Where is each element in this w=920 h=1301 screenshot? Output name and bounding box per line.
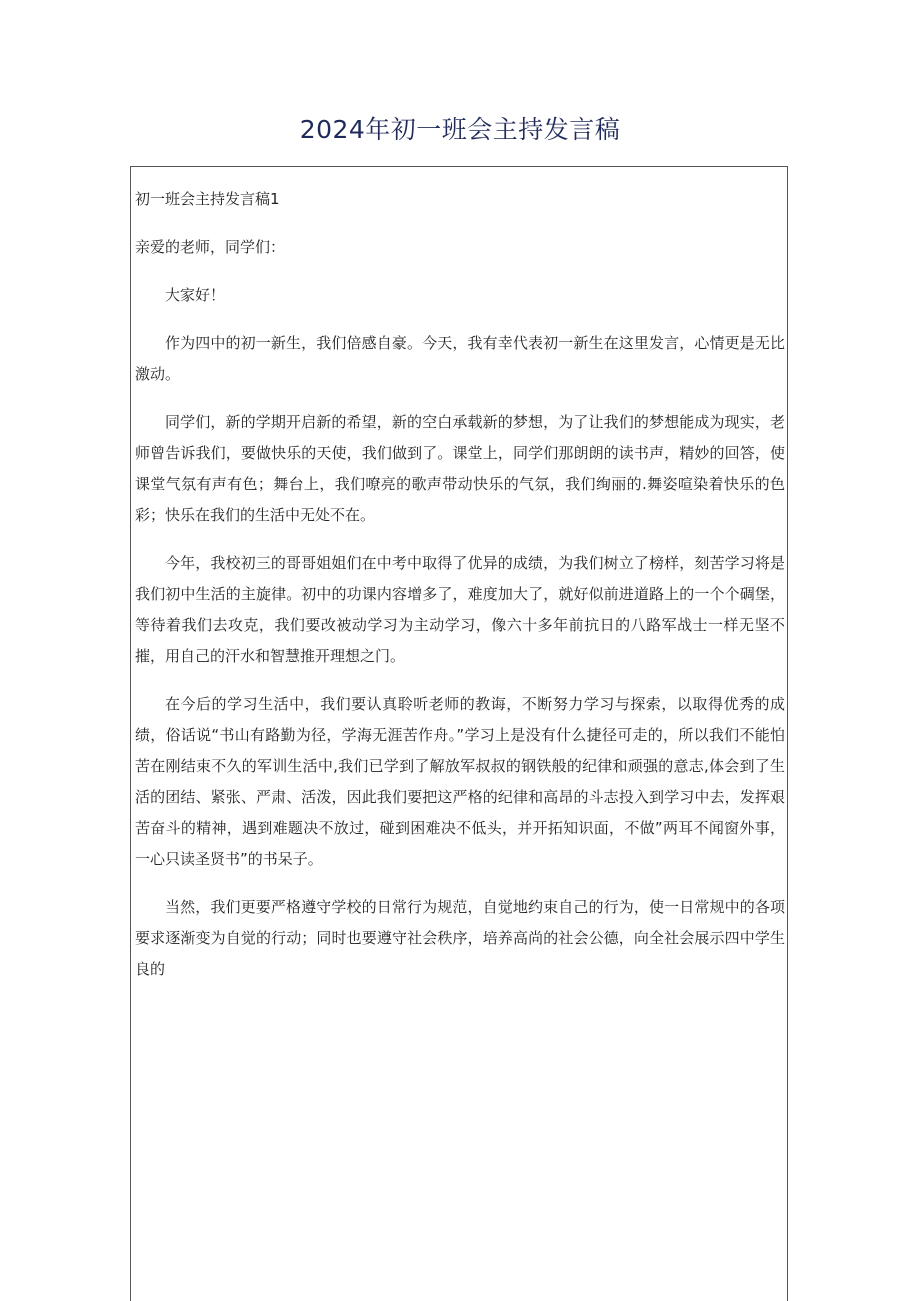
paragraph-2: 同学们，新的学期开启新的希望，新的空白承载新的梦想，为了让我们的梦想能成为现实，老师曾告诉我们，要做快乐的天使，我们做到了。课堂上，同学们那朗朗的读书声，精妙的回答，使课堂气氛有声有色；舞台上，我们嘹亮的歌声带动快乐的气氛，我们绚丽的.舞姿喧染着快乐的色彩；快乐在我们的生活中无处不在。 (135, 413, 785, 524)
greeting: 大家好！ (165, 286, 226, 304)
paragraph-4: 在今后的学习生活中，我们要认真聆听老师的教诲，不断努力学习与探索，以取得优秀的成绩，俗话说“书山有路勤为径，学海无涯苦作舟。”学习上是没有什么捷径可走的，所以我们不能怕苦在刚结束不久的军训生活中,我们已学到了解放军叔叔的钢铁般的纪律和顽强的意志,体会到了生活的团结、紧张、严肃、活泼，因此我们要把这严格的纪律和高昂的斗志投入到学习中去，发挥艰苦奋斗的精神，遇到难题决不放过，碰到困难决不低头，并开拓知识面，不做”两耳不闻窗外事，一心只读圣贤书”的书呆子。 (135, 695, 785, 868)
page-title: 2024年初一班会主持发言稿 (299, 115, 621, 144)
document-body (135, 184, 785, 1002)
paragraph-5: 当然，我们更要严格遵守学校的日常行为规范，自觉地约束自己的行为，使一日常规中的各项要求逐渐变为自觉的行动；同时也要遵守社会秩序，培养高尚的社会公德，向全社会展示四中学生良的 (135, 898, 785, 978)
paragraph-3: 今年，我校初三的哥哥姐姐们在中考中取得了优异的成绩，为我们树立了榜样，刻苦学习将是我们初中生活的主旋律。初中的功课内容增多了，难度加大了，就好似前进道路上的一个个碉堡，等待着我们去攻克，我们要改被动学习为主动学习，像六十多年前抗日的八路军战士一样无坚不摧，用自己的汗水和智慧推开理想之门。 (135, 554, 785, 665)
salutation: 亲爱的老师，同学们： (135, 238, 286, 256)
paragraph-1: 作为四中的初一新生，我们倍感自豪。今天，我有幸代表初一新生在这里发言，心情更是无比激动。 (135, 334, 785, 383)
section-heading: 初一班会主持发言稿1 (135, 190, 280, 208)
